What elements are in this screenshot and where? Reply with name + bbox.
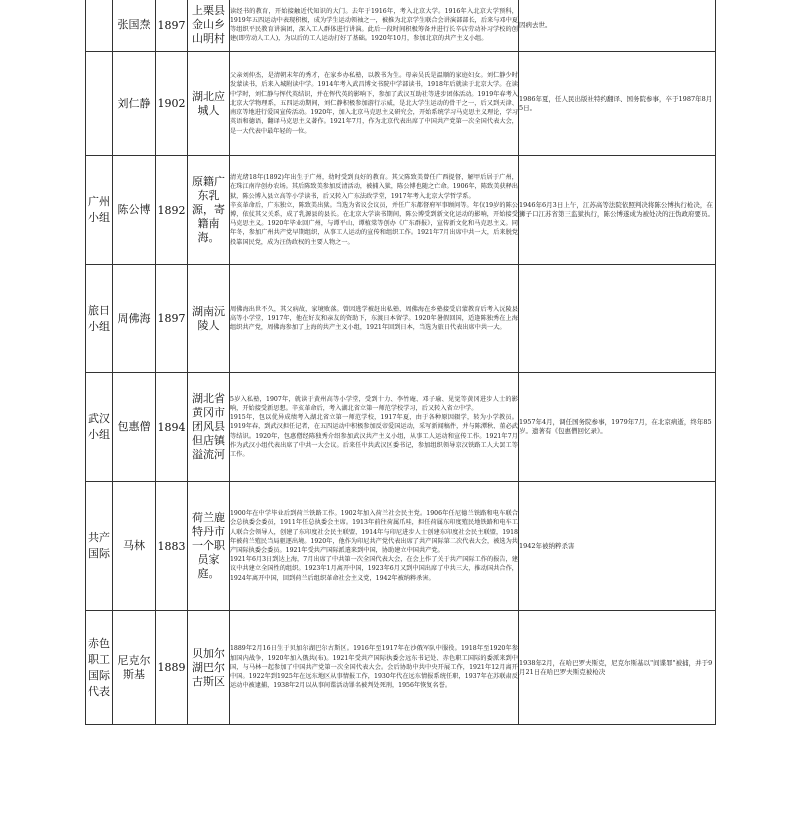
group-cell: 旅日小组 <box>86 265 113 373</box>
birth-year-cell: 1894 <box>156 373 188 482</box>
birth-year-cell: 1892 <box>156 156 188 265</box>
later-life-cell: 1938年2月，在哈巴罗夫斯克，尼克尔斯基以"间谍罪"被捕，并于9月21日在哈巴罗夫斯克被枪决 <box>519 611 716 725</box>
biography-cell <box>230 0 519 52</box>
birth-year-cell: 1897 <box>156 0 188 52</box>
table-row <box>86 156 716 265</box>
delegates-table <box>85 0 716 725</box>
origin-cell: 湖北省黄冈市团风县但店镇溢流河 <box>188 373 230 482</box>
biography-cell <box>230 156 519 265</box>
origin-cell: 湖北应城人 <box>188 52 230 156</box>
table-row <box>86 373 716 482</box>
biography-cell <box>230 482 519 611</box>
biography-paragraph: 1915年，包以优异成绩考入湖北省立第一师范学校，1917年夏，由于各种原因辍学，转为小学教员。1919年春，到武汉担任记者，在五四运动中积极参加反帝爱国运动，采写新闻稿件，并与陈潭秋、董必武等结识。1920年，包惠僧经陈独秀介绍参加武汉共产主义小组，从事工人运动和宣传工作。1921年7月作为武汉小组代表出席了中共一大会议。后来任中共武汉区委书记，参加组织领导京汉铁路工人大罢工等工作。 <box>230 414 518 458</box>
biography-paragraph: 5岁入私塾，1907年，就读于黄州高等小学堂，受到十力、李竹庵、邓子瑜、见觉等黄冈进步人士的影响，开始接受新思想。辛亥革命后，考入湖北省立第一师范学校学习，后又转入省立中学。 <box>230 395 518 412</box>
biography-paragraph: 1921年6月3日到达上海，7月出席了中共第一次全国代表大会，在会上作了关于共产国际工作的报告，建议中共建立全国性的组织。1923年1月离开中国，1923年6月又到中国出席了中共三大，推动国共合作，1924年离开中国，回到荷兰后组织革命社会主义党，1942年被纳粹杀害。 <box>230 556 518 582</box>
group-cell: 赤色职工国际代表 <box>86 611 113 725</box>
table-row <box>86 0 716 52</box>
origin-cell: 湖南沅陵人 <box>188 265 230 373</box>
name-cell: 尼克尔斯基 <box>113 611 156 725</box>
biography-paragraph: 1900年在中学毕业后到荷兰铁路工作。1902年加入荷兰社会民主党。1906年任尼德兰铁路和电车联合会总执委会委员，1911年任总执委会主席。1913年前往荷属爪哇，担任荷属东印度殖民地铁路和电车工人联合会领导人，创建了东印度社会民主联盟，1914年与印尼进步人士创建东印度社会民主联盟，1918年被荷兰殖民当局驱逐出境。1920年，他作为印尼共产党代表出席了共产国际第二次代表大会，被选为共产国际执委会委员。1921年受共产国际派遣来到中国，协助建立中国共产党。 <box>230 510 518 554</box>
group-cell: 广州小组 <box>86 156 113 265</box>
biography-paragraph: 1889年2月16日生于贝加尔湖巴尔古斯区。1916年至1917年在沙俄军队中服役。1918年至1920年参加国内战争，1920年加入俄共(布)。1921年受共产国际执委会远东书记处、赤色职工国际的委派来到中国，与马林一起参加了中国共产党第一次全国代表大会。会后协助中共中央开展工作，1921年12月离开中国。1922年到1925年在远东地区从事情报工作，1930年代在远东情报系统任职，1937年在苏联肃反运动中被逮捕，1938年2月以从事间谍活动罪名被判处死刑，1956年恢复名誉。 <box>230 645 518 690</box>
later-life-cell: 因病去世。 <box>519 0 716 52</box>
biography-paragraph: 辛亥革命后，广东独立，陈致美出狱。当选为省议会议员，并任广东都督府军事顾问等。年仅19岁的陈公博，依仗其父关系，成了乳源县的县长。在北京大学读书期间，陈公博受到新文化运动的影响，开始接受马克思主义。1920年毕业回广州，与谭平山、谭植棠等创办《广东群报》，宣传新文化和马克思主义。同年冬，参加广州共产党早期组织，从事工人运动的宣传和组织工作。1921年7月出席中共一大，后来脱党投靠国民党，成为汪伪政权的主要人物之一。 <box>230 201 518 246</box>
origin-cell: 贝加尔湖巴尔古斯区 <box>188 611 230 725</box>
later-life-cell: 1946年6月3日上午，江苏高等法院依照判决将陈公博执行枪决，在狮子口江苏省第三监狱执行，陈公博遂成为被处决的汪伪政府要员。 <box>519 156 716 265</box>
group-cell: 武汉小组 <box>86 373 113 482</box>
origin-cell: 上栗县金山乡山明村 <box>188 0 230 52</box>
table-row <box>86 611 716 725</box>
birth-year-cell: 1883 <box>156 482 188 611</box>
later-life-cell: 1957年4月，调任国务院参事，1979年7月，在北京病逝，终年85岁。遗著有《包惠僧回忆录》。 <box>519 373 716 482</box>
biography-cell <box>230 373 519 482</box>
name-cell: 包惠僧 <box>113 373 156 482</box>
group-cell: 共产国际 <box>86 482 113 611</box>
origin-cell: 原籍广东乳源，寄籍南海。 <box>188 156 230 265</box>
biography-paragraph: 父亲刘仲杰，是清朝末年的秀才，在家乡办私塾，以教书为生。母亲吴氏是温顺的家庭妇女。刘仁静少时发蒙读书，后来入城附读中学。1914年考入武昌博文书院中学部读书，1918年后就读于北京大学。在读中学时，刘仁静与恽代英结识，并在恽代英的影响下，参加了武汉互助社等进步团体活动。1919年春考入北京大学物理系，五四运动期间，刘仁静积极参加游行示威，是北大学生运动的骨干之一，后又到天津、南京等地进行爱国宣传活动。1920年，加入北京马克思主义研究会，开始系统学习马克思主义理论，学习英语和德语，翻译马克思主义著作。1921年7月，作为北京代表出席了中国共产党第一次全国代表大会，是一大代表中最年轻的一位。 <box>230 72 518 135</box>
biography-cell <box>230 265 519 373</box>
biography-paragraph: 周佛海出世不久，其父病故，家境败落。曾因逃学被赶出私塾，周佛海在乡塾接受启蒙教育后考入沅陵县高等小学堂，1917年，他在好友和亲友的资助下，东渡日本留学。1920年暑假回国，适逢陈独秀在上海组织共产党，周佛海参加了上海的共产主义小组，1921年回到日本，当选为旅日代表出席中共一大。 <box>230 305 518 332</box>
biography-cell <box>230 611 519 725</box>
later-life-cell: 1942年被纳粹杀害 <box>519 482 716 611</box>
name-cell: 刘仁静 <box>113 52 156 156</box>
later-life-cell: 1986年夏，任人民出版社特约翻译、国务院参事，卒于1987年8月5日。 <box>519 52 716 156</box>
group-cell <box>86 0 113 52</box>
table-row <box>86 52 716 156</box>
biography-paragraph: 读经书的教育，开始接触近代知识的大门。去年于1916年，考入北京大学。1916年入北京大学预科，1919年五四运动中表现积极，成为学生运动领袖之一，被推为北京学生联合会讲演部部长，后来与邓中夏等组织平民教育讲演团，深入工人群体进行讲演。此后一段时间积极筹备并进行长辛店劳动补习学校的创建(即劳动人工人)，为以后的工人运动打好了基础。1920年10月，参加北京的共产主义小组。 <box>230 7 518 43</box>
name-cell: 陈公博 <box>113 156 156 265</box>
biography-paragraph: 清光绪18年(1892)年出生于广州，幼时受到良好的教育。其父陈致美曾任广西提督，解甲后居于广州，在珠江南岸创办农场。其后陈致美参加反清活动，被捕入狱，陈公博也随之亡命。1906年，陈致美获释出狱，陈公博入县立高等小学读书，后又转入广东法政学堂，1917年考入北京大学哲学系。 <box>230 174 518 200</box>
birth-year-cell: 1897 <box>156 265 188 373</box>
later-life-cell <box>519 265 716 373</box>
table-row <box>86 265 716 373</box>
origin-cell: 荷兰鹿特丹市一个职员家庭。 <box>188 482 230 611</box>
group-cell <box>86 52 113 156</box>
biography-cell <box>230 52 519 156</box>
birth-year-cell: 1902 <box>156 52 188 156</box>
name-cell: 周佛海 <box>113 265 156 373</box>
table-row <box>86 482 716 611</box>
name-cell: 张国焘 <box>113 0 156 52</box>
name-cell: 马林 <box>113 482 156 611</box>
birth-year-cell: 1889 <box>156 611 188 725</box>
